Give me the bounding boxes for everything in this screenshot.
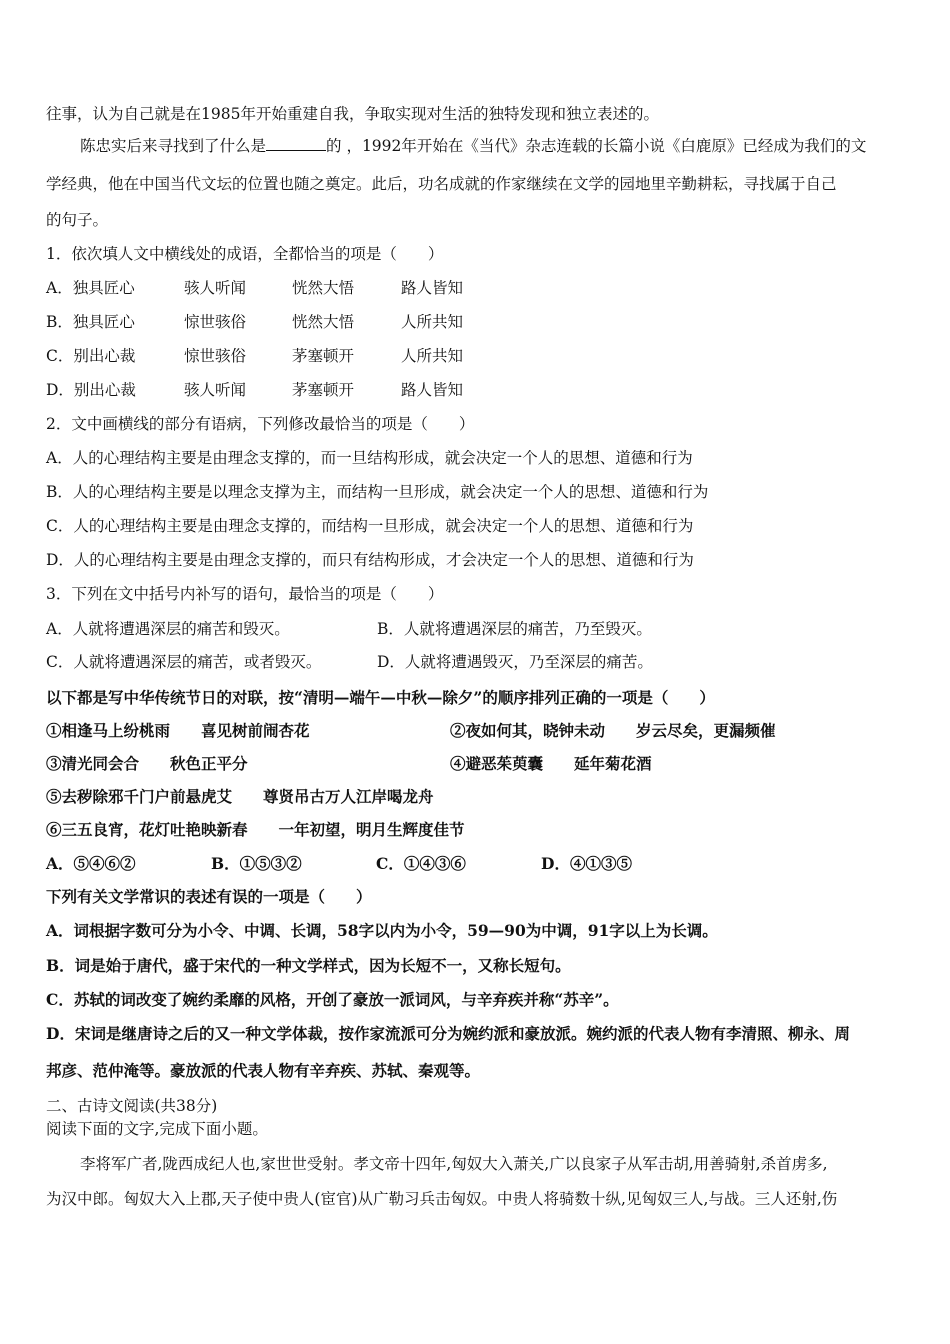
couplet-4: ④避恶茱萸囊 延年菊花酒: [450, 754, 652, 773]
q4-option-d: D．④①③⑤: [541, 854, 632, 873]
couplet-1: ①相逢马上纷桃雨 喜见树前闹杏花: [46, 721, 310, 740]
q5-option-b: B．词是始于唐代，盛于宋代的一种文学样式，因为长短不一，又称长短句。: [46, 956, 571, 975]
q2-option-b: B．人的心理结构主要是以理念支撑为主，而结构一旦形成，就会决定一个人的思想、道德和行为: [46, 483, 709, 501]
passage-text: 的 ，1992年开始在《当代》杂志连载的长篇小说《白鹿原》已经成为我们的文: [326, 137, 867, 155]
fill-blank: [266, 136, 326, 151]
couplet-2: ②夜如何其，晓钟未动 岁云尽矣，更漏频催: [450, 721, 776, 740]
q5-option-a: A．词根据字数可分为小令、中调、长调，58字以内为小令，59—90为中调，91字以上为长调。: [46, 921, 718, 940]
q5-option-d: D．宋词是继唐诗之后的又一种文学体裁，按作家流派可分为婉约派和豪放派。婉约派的代表人物有李清照、柳永、周: [46, 1024, 850, 1043]
q2-option-d: D．人的心理结构主要是由理念支撑的，而只有结构形成，才会决定一个人的思想、道德和行为: [46, 551, 694, 569]
passage-line-with-blank: [80, 136, 866, 156]
couplet-6: ⑥三五良宵，花灯吐艳映新春 一年初望，明月生辉度佳节: [46, 820, 465, 839]
document-page: 往事，认为自己就是在1985年开始重建自我，争取实现对生活的独特发现和独立表述的。 陈忠实后来寻找到了什么是 的 ，1992年开始在《当代》杂志连载的长篇小说《白鹿原》已经成为我们的文 学经典，他在中国当代文坛的位置也随之奠定。此后，功名成就的作家继续在文学的园地里辛勤耕耘，寻找属于自己 的句子。 1．依次填人文中横线处的成语，全都恰当的项是（ ） A．独具匠心 骇人听闻 恍然大悟 路人皆知 B．独具匠心 惊世骇俗 恍然大悟 人所共知 C．别出心裁 惊世骇俗 茅塞顿开 人所共知 D．别出心裁 骇人听闻 茅塞顿开 路人皆知 2．文中画横线的部分有语病，下列修改最恰当的项是（ ） A．人的心理结构主要是由理念支撑的，而一旦结构形成，就会决定一个人的思想、道德和行为 B．人的心理结构主要是以理念支撑为主，而结构一旦形成，就会决定一个人的思想、道德和行为 C．人的心理结构主要是由理念支撑的，而结构一旦形成，就会决定一个人的思想、道德和行为 D．人的心理结构主要是由理念支撑的，而只有结构形成，才会决定一个人的思想、道德和行为 3．下列在文中括号内补写的语句，最恰当的项是（ ） A．人就将遭遇深层的痛苦和毁灭。 B．人就将遭遇深层的痛苦，乃至毁灭。 C．人就将遭遇深层的痛苦，或者毁灭。 D．人就将遭遇毁灭，乃至深层的痛苦。 以下都是写中华传统节日的对联，按“清明—端午—中秋—除夕”的顺序排列正确的一项是（ ） ①相逢马上纷桃雨 喜见树前闹杏花 ②夜如何其，晓钟未动 岁云尽矣，更漏频催 ③清光同会合 秋色正平分 ④避恶茱萸囊 延年菊花酒 ⑤去秽除邪千门户前悬虎艾 尊贤吊古万人江岸喝龙舟 ⑥三五良宵，花灯吐艳映新春 一年初望，明月生辉度佳节 A．⑤④⑥② B．①⑤③② C．①④③⑥ D．④①③⑤ 下列有关文学常识的表述有误的一项是（ ） A．词根据字数可分为小令、中调、长调，58字以内为小令，59—90为中调，91字以上为长调。 B．词是始于唐代，盛于宋代的一种文学样式，因为长短不一，又称长短句。 C．苏轼的词改变了婉约柔靡的风格，开创了豪放一派词风，与辛弃疾并称“苏辛”。 D．宋词是继唐诗之后的又一种文学体裁，按作家流派可分为婉约派和豪放派。婉约派的代表人物有李清照、柳永、周 邦彦、范仲淹等。豪放派的代表人物有辛弃疾、苏轼、秦观等。 二、古诗文阅读(共38分) 阅读下面的文字,完成下面小题。 李将军广者,陇西成纪人也,家世世受射。孝文帝十四年,匈奴大入萧关,广以良家子从军击胡,用善骑射,杀首虏多, 为汉中郎。匈奴大入上郡,天子使中贵人(宦官)从广勒习兵击匈奴。中贵人将骑数十纵,见匈奴三人,与战。三人还射,伤: [46, 105, 867, 1208]
q2-option-c: C．人的心理结构主要是由理念支撑的，而结构一旦形成，就会决定一个人的思想、道德和行为: [46, 517, 694, 535]
classical-passage-line: 为汉中郎。匈奴大入上郡,天子使中贵人(宦官)从广勒习兵击匈奴。中贵人将骑数十纵,见匈奴三人,与战。三人还射,伤: [46, 1190, 838, 1208]
classical-passage-line: 李将军广者,陇西成纪人也,家世世受射。孝文帝十四年,匈奴大入萧关,广以良家子从军击胡,用善骑射,杀首虏多,: [80, 1155, 828, 1173]
passage-line: 往事，认为自己就是在1985年开始重建自我，争取实现对生活的独特发现和独立表述的。: [46, 105, 659, 123]
q4-option-c: C．①④③⑥: [376, 854, 466, 873]
passage-text: 陈忠实后来寻找到了什么是: [80, 137, 267, 155]
q3-option-b: B．人就将遭遇深层的痛苦，乃至毁灭。: [377, 620, 652, 638]
passage-line: 的句子。: [46, 211, 109, 229]
question-1-stem: 1．依次填人文中横线处的成语，全都恰当的项是（ ）: [46, 245, 444, 263]
question-2-stem: 2．文中画横线的部分有语病，下列修改最恰当的项是（ ）: [46, 415, 475, 433]
q3-option-d: D．人就将遭遇毁灭，乃至深层的痛苦。: [377, 653, 653, 671]
couplet-3: ③清光同会合 秋色正平分: [46, 754, 248, 773]
q4-option-a: A．⑤④⑥②: [46, 854, 136, 873]
q4-option-b: B．①⑤③②: [211, 854, 302, 873]
q3-option-a: A．人就将遭遇深层的痛苦和毁灭。: [46, 620, 290, 638]
section-instruction: 阅读下面的文字,完成下面小题。: [46, 1120, 268, 1138]
q3-option-c: C．人就将遭遇深层的痛苦，或者毁灭。: [46, 653, 322, 671]
q5-option-d-continued: 邦彦、范仲淹等。豪放派的代表人物有辛弃疾、苏轼、秦观等。: [46, 1061, 481, 1080]
question-5-stem: 下列有关文学常识的表述有误的一项是（ ）: [46, 887, 372, 906]
q2-option-a: A．人的心理结构主要是由理念支撑的，而一旦结构形成，就会决定一个人的思想、道德和行为: [46, 449, 693, 467]
section-title: 二、古诗文阅读(共38分): [46, 1097, 218, 1115]
couplet-5: ⑤去秽除邪千门户前悬虎艾 尊贤吊古万人江岸喝龙舟: [46, 787, 434, 806]
question-4-stem: 以下都是写中华传统节日的对联，按“清明—端午—中秋—除夕”的顺序排列正确的一项是（ ）: [46, 688, 715, 707]
q5-option-c: C．苏轼的词改变了婉约柔靡的风格，开创了豪放一派词风，与辛弃疾并称“苏辛”。: [46, 990, 619, 1009]
passage-line: 学经典，他在中国当代文坛的位置也随之奠定。此后，功名成就的作家继续在文学的园地里辛勤耕耘，寻找属于自己: [46, 175, 837, 193]
question-3-stem: 3．下列在文中括号内补写的语句，最恰当的项是（ ）: [46, 585, 444, 603]
